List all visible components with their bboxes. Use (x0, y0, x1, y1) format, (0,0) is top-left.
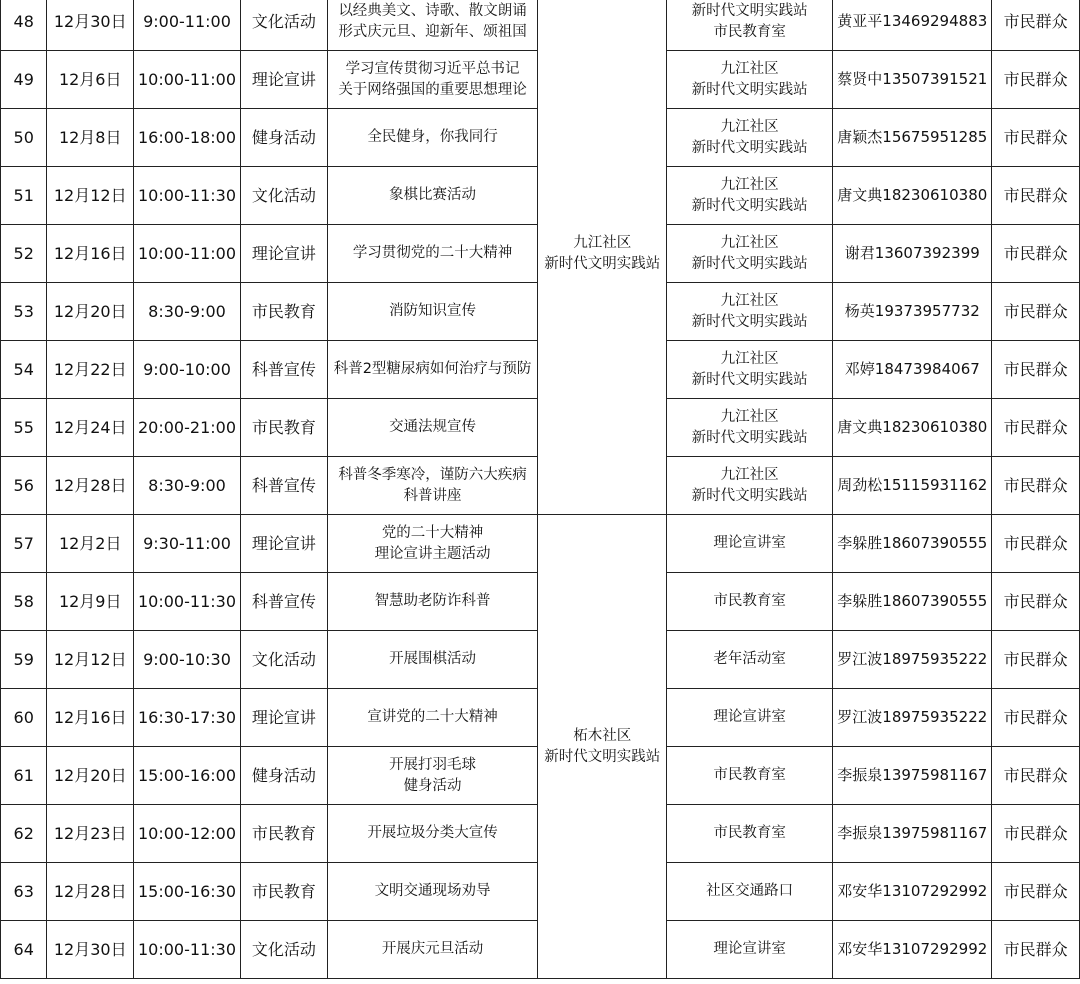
activity-content (327, 399, 538, 457)
activity-type: 理论宣讲 (241, 225, 328, 283)
activity-date: 12月24日 (47, 399, 134, 457)
activity-content (327, 631, 538, 689)
activity-type: 文化活动 (241, 631, 328, 689)
activity-location-line: 新时代文明实践站 (691, 371, 808, 388)
activity-content (327, 341, 538, 399)
contact-person: 邓安华13107292992 (833, 921, 992, 979)
activity-time: 15:00-16:00 (134, 747, 241, 805)
contact-person: 杨英19373957732 (833, 283, 992, 341)
activity-content-line: 智慧助老防诈科普 (374, 593, 491, 609)
organizer-station-line: 新时代文明实践站 (544, 255, 661, 272)
activity-location (667, 283, 833, 341)
row-number: 57 (1, 515, 47, 573)
activity-location (667, 805, 833, 863)
activity-time: 16:00-18:00 (134, 109, 241, 167)
activity-type: 文化活动 (241, 0, 328, 51)
activity-location-line: 市民教育室 (713, 767, 786, 783)
activity-location (667, 109, 833, 167)
target-audience: 市民群众 (992, 0, 1080, 51)
activity-time: 20:00-21:00 (134, 399, 241, 457)
activity-location (667, 225, 833, 283)
row-number: 51 (1, 167, 47, 225)
contact-person: 李躲胜18607390555 (833, 515, 992, 573)
activity-time: 10:00-11:00 (134, 225, 241, 283)
activity-location-line: 市民教育室 (713, 825, 786, 841)
activity-content (327, 457, 538, 515)
activity-date: 12月28日 (47, 863, 134, 921)
target-audience: 市民群众 (992, 573, 1080, 631)
contact-person: 唐文典18230610380 (833, 167, 992, 225)
activity-date: 12月2日 (47, 515, 134, 573)
activity-content-line: 健身活动 (403, 777, 462, 794)
contact-person: 邓婷18473984067 (833, 341, 992, 399)
activity-location-line: 九江社区 (720, 176, 779, 193)
row-number: 50 (1, 109, 47, 167)
activity-content-line: 理论宣讲主题活动 (374, 545, 491, 562)
activity-location-line: 社区交通路口 (706, 883, 794, 899)
activity-content (327, 863, 538, 921)
activity-content-line: 科普讲座 (403, 487, 462, 504)
activity-date: 12月23日 (47, 805, 134, 863)
activity-location (667, 689, 833, 747)
activity-content (327, 109, 538, 167)
activity-time: 16:30-17:30 (134, 689, 241, 747)
activity-type: 文化活动 (241, 921, 328, 979)
contact-person: 罗江波18975935222 (833, 631, 992, 689)
activity-location (667, 573, 833, 631)
activity-content-line: 全民健身，你我同行 (367, 129, 498, 145)
activity-date: 12月8日 (47, 109, 134, 167)
contact-person: 李躲胜18607390555 (833, 573, 992, 631)
activity-content (327, 921, 538, 979)
activity-location-line: 理论宣讲室 (713, 709, 786, 725)
activity-date: 12月9日 (47, 573, 134, 631)
target-audience: 市民群众 (992, 747, 1080, 805)
activity-location-line: 新时代文明实践站 (691, 139, 808, 156)
activity-type: 理论宣讲 (241, 689, 328, 747)
activity-type: 科普宣传 (241, 457, 328, 515)
activity-type: 市民教育 (241, 863, 328, 921)
activity-location (667, 921, 833, 979)
contact-person: 李振泉13975981167 (833, 747, 992, 805)
row-number: 53 (1, 283, 47, 341)
activity-date: 12月12日 (47, 631, 134, 689)
organizer-station (538, 515, 667, 979)
activity-date: 12月16日 (47, 225, 134, 283)
activity-time: 8:30-9:00 (134, 457, 241, 515)
row-number: 60 (1, 689, 47, 747)
activity-location-line: 九江社区 (720, 466, 779, 483)
target-audience: 市民群众 (992, 457, 1080, 515)
activity-date: 12月30日 (47, 0, 134, 51)
activity-location-line: 新时代文明实践站 (691, 2, 808, 19)
activity-content (327, 689, 538, 747)
activity-type: 健身活动 (241, 747, 328, 805)
activity-content-line: 关于网络强国的重要思想理论 (338, 81, 527, 98)
activity-location (667, 167, 833, 225)
activity-content-line: 党的二十大精神 (381, 524, 484, 541)
activity-date: 12月20日 (47, 747, 134, 805)
activity-type: 科普宣传 (241, 341, 328, 399)
row-number: 49 (1, 51, 47, 109)
activity-time: 9:00-10:00 (134, 341, 241, 399)
activity-location-line: 理论宣讲室 (713, 535, 786, 551)
target-audience: 市民群众 (992, 689, 1080, 747)
activity-content (327, 0, 538, 51)
activity-content-line: 学习贯彻党的二十大精神 (352, 245, 513, 261)
activity-time: 9:00-11:00 (134, 0, 241, 51)
activity-time: 10:00-11:30 (134, 921, 241, 979)
activity-content (327, 747, 538, 805)
row-number: 62 (1, 805, 47, 863)
table-row (1, 0, 1080, 51)
target-audience: 市民群众 (992, 863, 1080, 921)
activity-time: 10:00-12:00 (134, 805, 241, 863)
activity-time: 15:00-16:30 (134, 863, 241, 921)
activity-content (327, 515, 538, 573)
contact-person: 谢君13607392399 (833, 225, 992, 283)
activity-location-line: 新时代文明实践站 (691, 81, 808, 98)
activity-content-line: 以经典美文、诗歌、散文朗诵 (338, 2, 527, 19)
contact-person: 黄亚平13469294883 (833, 0, 992, 51)
activity-time: 10:00-11:30 (134, 167, 241, 225)
contact-person: 唐颖杰15675951285 (833, 109, 992, 167)
row-number: 54 (1, 341, 47, 399)
target-audience: 市民群众 (992, 109, 1080, 167)
activity-location (667, 863, 833, 921)
organizer-station-line: 柘木社区 (573, 727, 632, 744)
activity-content-line: 学习宣传贯彻习近平总书记 (345, 60, 520, 77)
activity-date: 12月30日 (47, 921, 134, 979)
activity-time: 10:00-11:30 (134, 573, 241, 631)
activity-date: 12月12日 (47, 167, 134, 225)
activity-time: 9:30-11:00 (134, 515, 241, 573)
organizer-station-line: 九江社区 (573, 234, 632, 251)
activity-content-line: 开展庆元旦活动 (381, 941, 484, 957)
row-number: 52 (1, 225, 47, 283)
activity-content-line: 文明交通现场劝导 (374, 883, 491, 899)
activity-location-line: 九江社区 (720, 234, 779, 251)
activity-location-line: 九江社区 (720, 350, 779, 367)
activity-content (327, 283, 538, 341)
activity-location-line: 新时代文明实践站 (691, 429, 808, 446)
row-number: 48 (1, 0, 47, 51)
activity-type: 理论宣讲 (241, 51, 328, 109)
activity-location-line: 老年活动室 (713, 651, 786, 667)
activity-content-line: 形式庆元旦、迎新年、颂祖国 (338, 23, 527, 40)
activity-date: 12月22日 (47, 341, 134, 399)
activity-type: 文化活动 (241, 167, 328, 225)
activity-date: 12月28日 (47, 457, 134, 515)
organizer-station-line: 新时代文明实践站 (544, 748, 661, 765)
activity-content-line: 象棋比赛活动 (389, 187, 477, 203)
contact-person: 蔡贤中13507391521 (833, 51, 992, 109)
activity-type: 理论宣讲 (241, 515, 328, 573)
activity-location-line: 新时代文明实践站 (691, 255, 808, 272)
row-number: 56 (1, 457, 47, 515)
activity-location (667, 51, 833, 109)
contact-person: 李振泉13975981167 (833, 805, 992, 863)
activity-content-line: 消防知识宣传 (389, 303, 477, 319)
row-number: 58 (1, 573, 47, 631)
target-audience: 市民群众 (992, 167, 1080, 225)
row-number: 63 (1, 863, 47, 921)
contact-person: 周劲松15115931162 (833, 457, 992, 515)
activity-content (327, 573, 538, 631)
activity-content-line: 科普2型糖尿病如何治疗与预防 (333, 361, 532, 377)
activity-content-line: 宣讲党的二十大精神 (367, 709, 498, 725)
target-audience: 市民群众 (992, 283, 1080, 341)
activity-content-line: 交通法规宣传 (389, 419, 477, 435)
activity-date: 12月6日 (47, 51, 134, 109)
target-audience: 市民群众 (992, 399, 1080, 457)
row-number: 55 (1, 399, 47, 457)
organizer-station (538, 0, 667, 515)
activity-date: 12月20日 (47, 283, 134, 341)
activity-content (327, 225, 538, 283)
activity-content-line: 开展打羽毛球 (389, 756, 477, 773)
activity-time: 9:00-10:30 (134, 631, 241, 689)
activity-content (327, 51, 538, 109)
activity-content (327, 805, 538, 863)
activity-date: 12月16日 (47, 689, 134, 747)
activity-location (667, 631, 833, 689)
row-number: 61 (1, 747, 47, 805)
target-audience: 市民群众 (992, 805, 1080, 863)
activity-location-line: 新时代文明实践站 (691, 487, 808, 504)
target-audience: 市民群众 (992, 921, 1080, 979)
activity-location (667, 457, 833, 515)
target-audience: 市民群众 (992, 631, 1080, 689)
target-audience: 市民群众 (992, 515, 1080, 573)
activity-location-line: 市民教育室 (713, 23, 786, 40)
table-row (1, 515, 1080, 573)
contact-person: 罗江波18975935222 (833, 689, 992, 747)
row-number: 64 (1, 921, 47, 979)
activity-type: 市民教育 (241, 283, 328, 341)
activity-type: 健身活动 (241, 109, 328, 167)
row-number: 59 (1, 631, 47, 689)
activity-content-line: 开展围棋活动 (389, 651, 477, 667)
target-audience: 市民群众 (992, 51, 1080, 109)
activity-location (667, 747, 833, 805)
activity-location (667, 341, 833, 399)
activity-type: 科普宣传 (241, 573, 328, 631)
activity-type: 市民教育 (241, 805, 328, 863)
contact-person: 唐文典18230610380 (833, 399, 992, 457)
activity-time: 8:30-9:00 (134, 283, 241, 341)
target-audience: 市民群众 (992, 341, 1080, 399)
activity-location (667, 515, 833, 573)
activity-location-line: 九江社区 (720, 408, 779, 425)
activity-location-line: 理论宣讲室 (713, 941, 786, 957)
activity-location (667, 0, 833, 51)
target-audience: 市民群众 (992, 225, 1080, 283)
activity-content-line: 科普冬季寒冷，谨防六大疾病 (338, 466, 527, 483)
activity-time: 10:00-11:00 (134, 51, 241, 109)
activity-location (667, 399, 833, 457)
activity-content-line: 开展垃圾分类大宣传 (367, 825, 498, 841)
activity-location-line: 九江社区 (720, 118, 779, 135)
activity-type: 市民教育 (241, 399, 328, 457)
contact-person: 邓安华13107292992 (833, 863, 992, 921)
activity-location-line: 九江社区 (720, 292, 779, 309)
activity-location-line: 新时代文明实践站 (691, 197, 808, 214)
activity-content (327, 167, 538, 225)
activity-location-line: 九江社区 (720, 60, 779, 77)
activity-location-line: 市民教育室 (713, 593, 786, 609)
activity-location-line: 新时代文明实践站 (691, 313, 808, 330)
